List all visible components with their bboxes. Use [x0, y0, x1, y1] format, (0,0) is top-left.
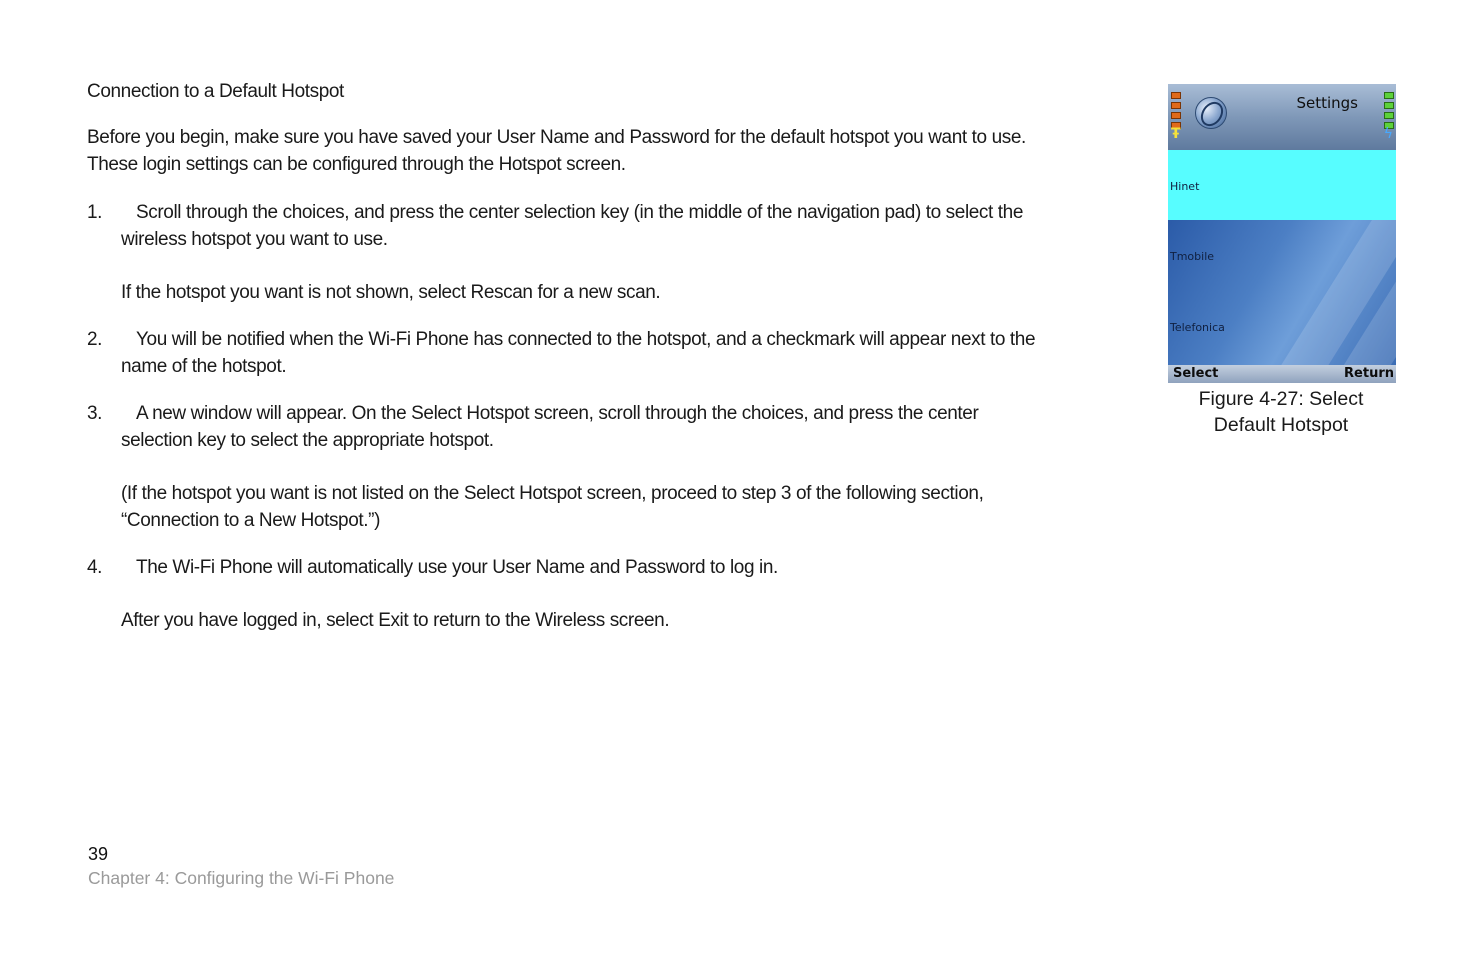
page-number: 39	[88, 844, 109, 864]
step-number: 3.	[87, 403, 103, 424]
section-heading: Connection to a Default Hotspot	[87, 81, 344, 102]
step-3	[87, 400, 1047, 534]
step-number: 1.	[87, 202, 103, 223]
step-1	[87, 199, 1047, 306]
caption-line-1: Figure 4-27: Select	[1198, 388, 1364, 410]
intro-paragraph: Before you begin, make sure you have saved your User Name and Password for the default hotspot you want to use. These login settings can be configured through the Hotspot screen.	[87, 127, 1026, 175]
wallpaper-background	[1168, 220, 1396, 365]
phone-title-bar	[1168, 84, 1396, 150]
step-number: 2.	[87, 329, 103, 350]
step-text: Scroll through the choices, and press the center selection key (in the middle of the navigation pad) to select the wireless hotspot you want to use.	[121, 202, 1023, 250]
lightning-icon: ϟ	[1383, 126, 1393, 142]
phone-screenshot	[1168, 84, 1396, 383]
step-text: The Wi-Fi Phone will automatically use your User Name and Password to log in.	[136, 557, 778, 578]
main-content	[87, 78, 1047, 654]
step-2	[87, 326, 1047, 380]
step-text: A new window will appear. On the Select Hotspot screen, scroll through the choices, and press the center selection key to select the appropriate hotspot.	[121, 403, 979, 451]
step-note: (If the hotspot you want is not listed on the Select Hotspot screen, proceed to step 3 of the following section, “Connection to a New Hotspot.”)	[121, 483, 984, 531]
caption-line-2: Default Hotspot	[1213, 414, 1349, 436]
phone-title: Settings	[1296, 94, 1358, 112]
figure-caption	[1168, 386, 1394, 438]
step-number: 4.	[87, 557, 103, 578]
step-text: You will be notified when the Wi-Fi Phone has connected to the hotspot, and a checkmark will appear next to the name of the hotspot.	[121, 329, 1036, 377]
hotspot-item-tmobile[interactable]: Tmobile	[1170, 250, 1215, 263]
step-note: If the hotspot you want is not shown, select Rescan for a new scan.	[121, 282, 661, 303]
antenna-icon: Ŧ	[1171, 126, 1181, 142]
step-note: After you have logged in, select Exit to return to the Wireless screen.	[121, 610, 670, 631]
return-softkey[interactable]: Return	[1344, 366, 1394, 381]
hotspot-item-hinet[interactable]: Hinet	[1170, 180, 1200, 193]
hotspot-item-telefonica[interactable]: Telefonica	[1170, 321, 1225, 334]
softkey-bar	[1168, 365, 1396, 383]
step-4	[87, 554, 1047, 634]
chapter-footer: Chapter 4: Configuring the Wi-Fi Phone	[88, 868, 395, 888]
select-softkey[interactable]: Select	[1173, 366, 1219, 381]
